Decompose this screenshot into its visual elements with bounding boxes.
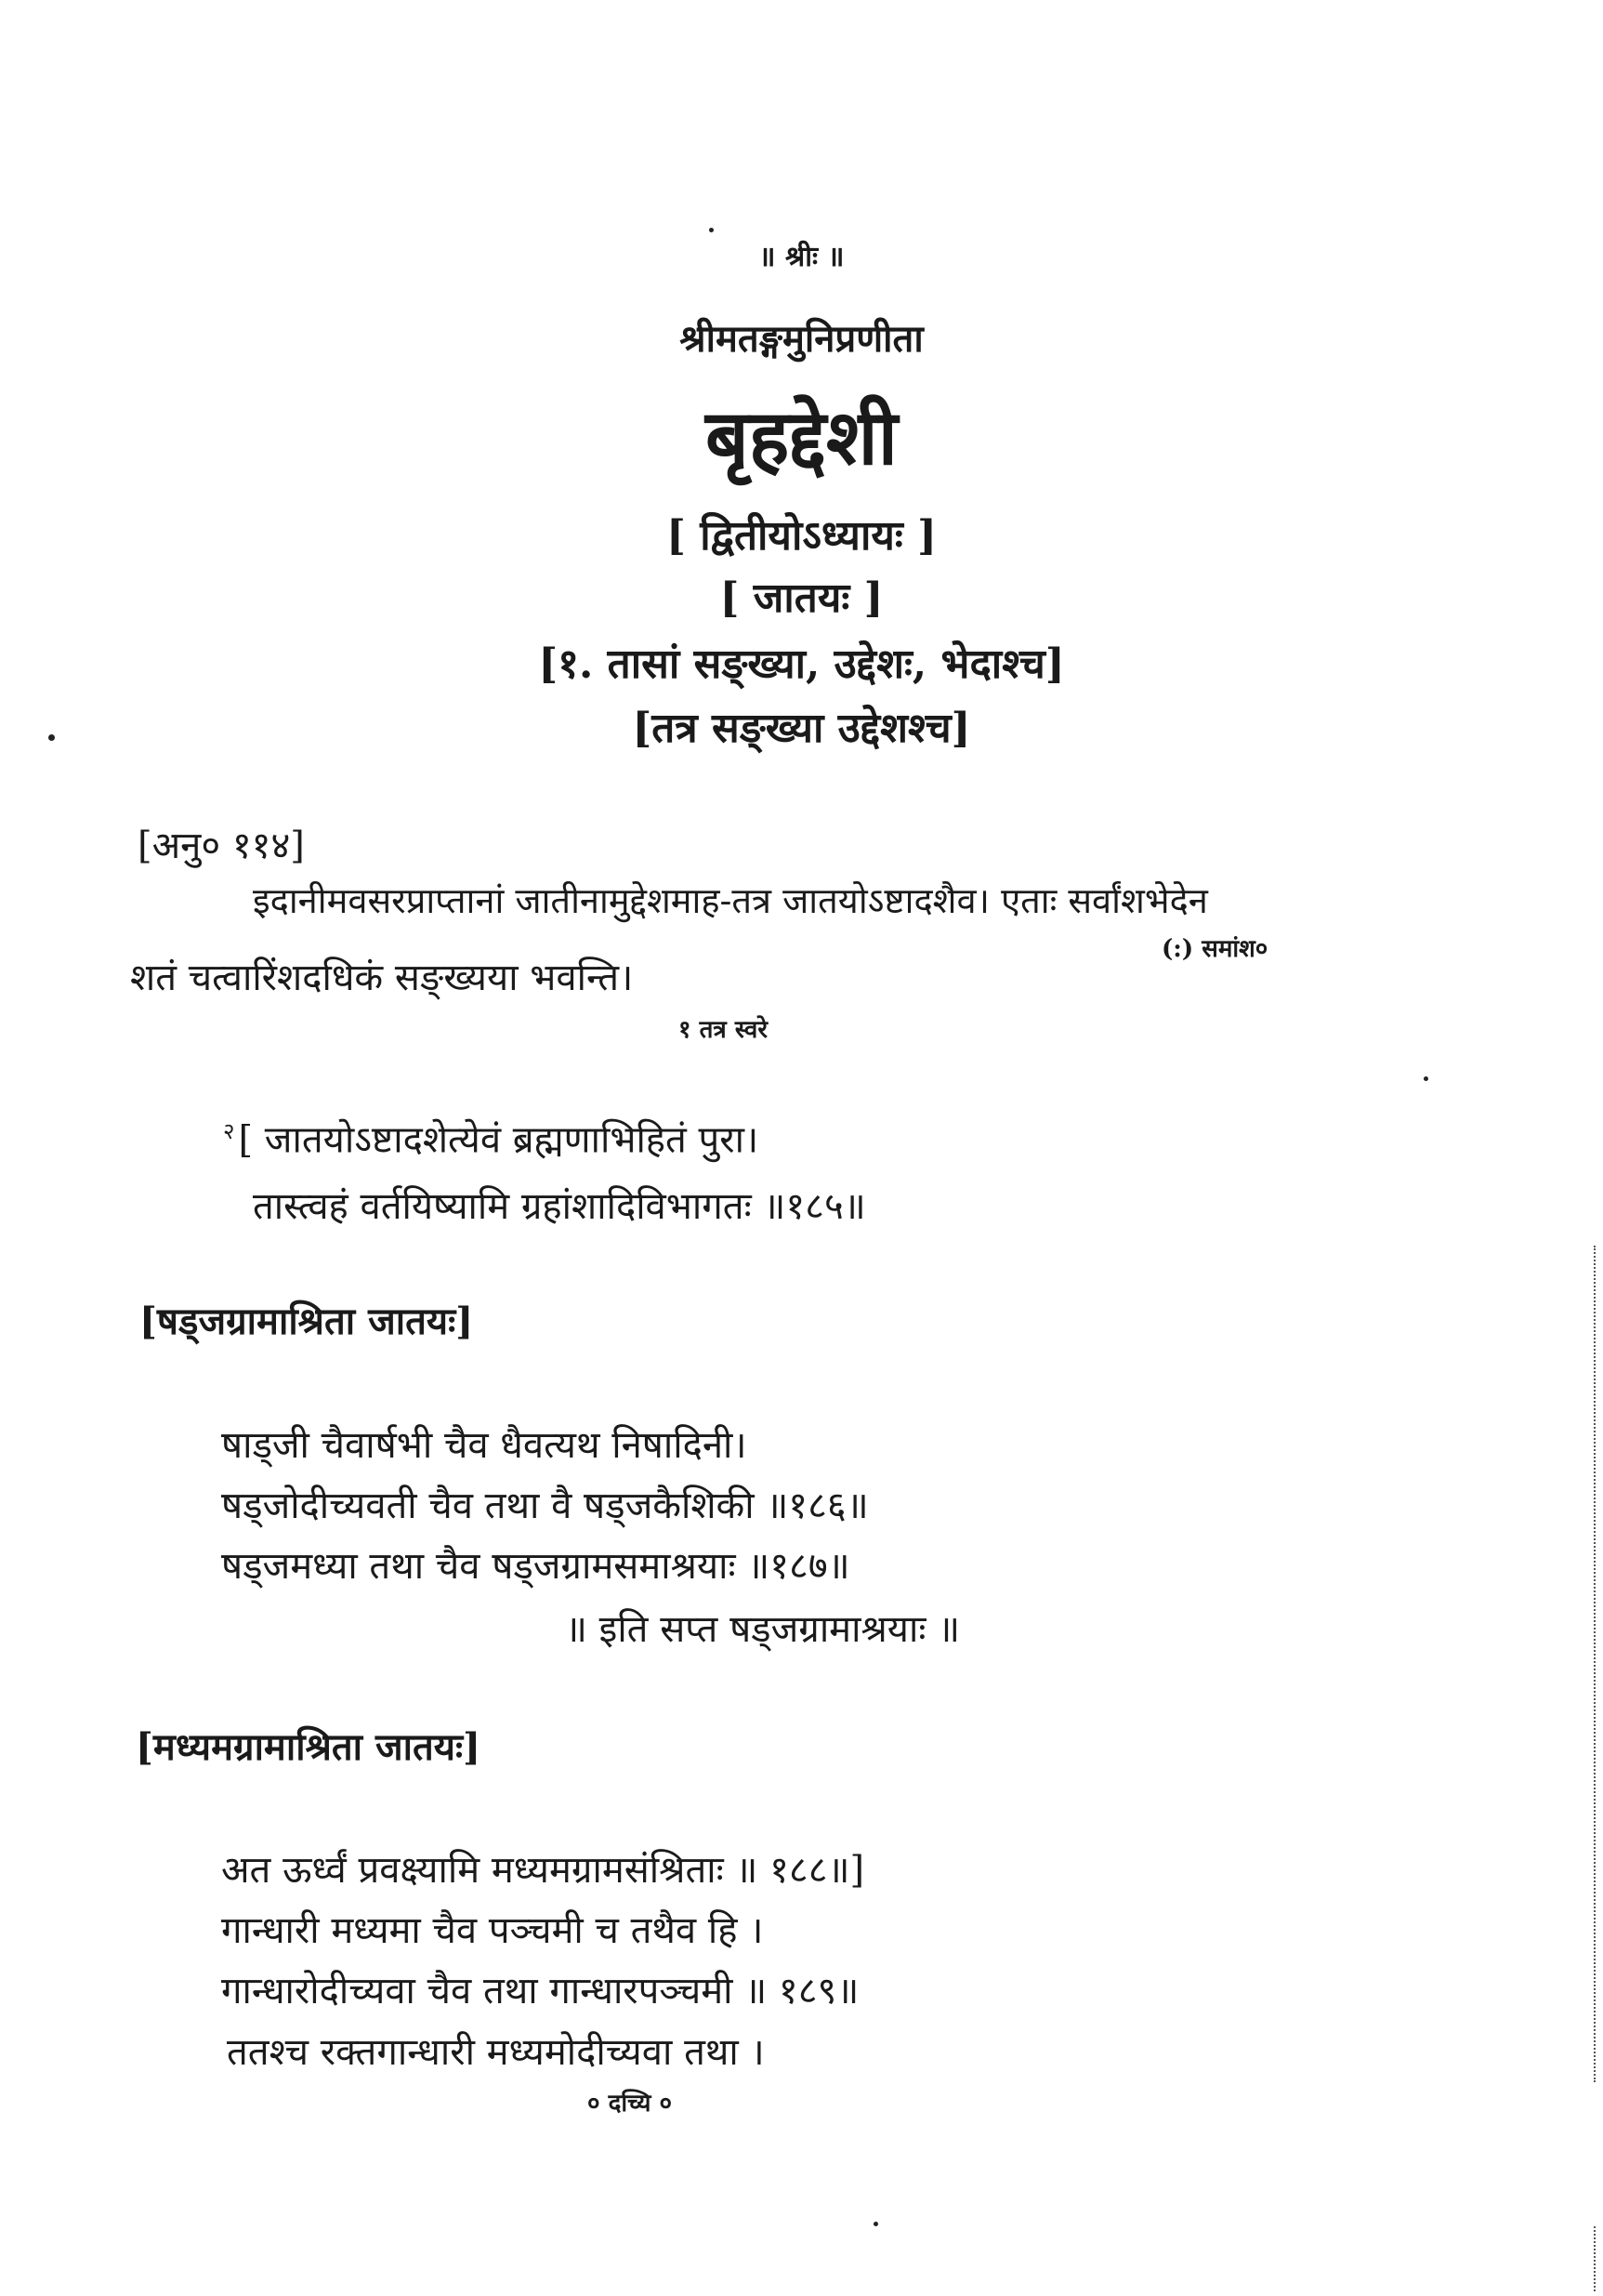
footnote-marker: १ — [678, 1016, 691, 1044]
paragraph-marker: [अनु० ११४] — [138, 825, 305, 867]
verse-185-line-1 — [223, 1118, 759, 1162]
madhyama-variant-note: ० दच्यि ० — [587, 2090, 673, 2118]
subsection-heading: [१. तासां सङ्ख्या, उद्देशः, भेदाश्च] — [538, 640, 1065, 688]
scan-edge-artifact — [1594, 1246, 1603, 2082]
scan-speck — [1424, 1076, 1428, 1081]
shadja-line-3: षड्जमध्या तथा चैव षड्जग्रामसमाश्रयाः ॥१८७॥ — [221, 1545, 850, 1588]
shadja-line-1: षाड्जी चैवार्षभी चैव धैवत्यथ निषादिनी। — [221, 1424, 747, 1467]
variant-note: (:) समांश० — [1162, 935, 1268, 963]
madhyama-line-1: अत ऊर्ध्वं प्रवक्ष्यामि मध्यमग्रामसंश्रिताः ॥ १८८॥] — [221, 1849, 865, 1892]
shadja-heading: [षड्जग्रामाश्रिता जातयः] — [139, 1300, 474, 1343]
scan-speck — [709, 228, 714, 232]
madhyama-heading: [मध्यमग्रामाश्रिता जातयः] — [136, 1725, 481, 1769]
verse-185-line-2: तास्त्वहं वर्तयिष्यामि ग्रहांशादिविभागतः ॥१८५॥ — [253, 1185, 866, 1228]
verse-185-line-1-text: [ जातयोऽष्टादशेत्येवं ब्रह्मणाभिहितं पुरा। — [238, 1118, 759, 1162]
scan-speck — [874, 2222, 878, 2226]
shadja-line-2: षड्जोदीच्यवती चैव तथा वै षड्जकैशिकी ॥१८६॥ — [221, 1484, 869, 1527]
madhyama-line-3: गान्धारोदीच्यवा चैव तथा गान्धारपञ्चमी ॥ १८९॥ — [221, 1970, 860, 2012]
madhyama-line-2: गान्धारी मध्यमा चैव पञ्चमी च तथैव हि । — [221, 1909, 764, 1952]
shadja-closing: ॥ इति सप्त षड्जग्रामाश्रयाः ॥ — [565, 1608, 961, 1651]
paragraph-line-1: इदानीमवसरप्राप्तानां जातीनामुद्देशमाह-तत्र जातयोऽष्टादशैव। एताः सर्वांशभेदेन — [253, 880, 1208, 921]
section-heading: [ जातयः ] — [719, 574, 884, 622]
sub-subsection-heading: [तत्र सङ्ख्या उद्देशश्च] — [632, 705, 971, 752]
scan-edge-artifact — [1594, 2226, 1603, 2291]
paragraph-line-2: शतं चत्वारिंशदधिकं सङ्ख्यया भवन्ति। — [130, 957, 634, 999]
footnote — [678, 1018, 768, 1042]
chapter-heading: [ द्वितीयोऽध्यायः ] — [666, 512, 937, 560]
madhyama-line-4: ततश्च रक्तगान्धारी मध्यमोदीच्यवा तथा । — [227, 2031, 765, 2074]
scan-speck — [48, 734, 55, 741]
footnote-text: तत्र स्वरे — [699, 1016, 769, 1044]
author-line: श्रीमतङ्गमुनिप्रणीता — [679, 317, 924, 361]
page-title: बृहद्देशी — [704, 393, 899, 482]
verse-185-superscript: २ — [223, 1118, 235, 1144]
invocation: ॥ श्रीः ॥ — [758, 241, 845, 273]
